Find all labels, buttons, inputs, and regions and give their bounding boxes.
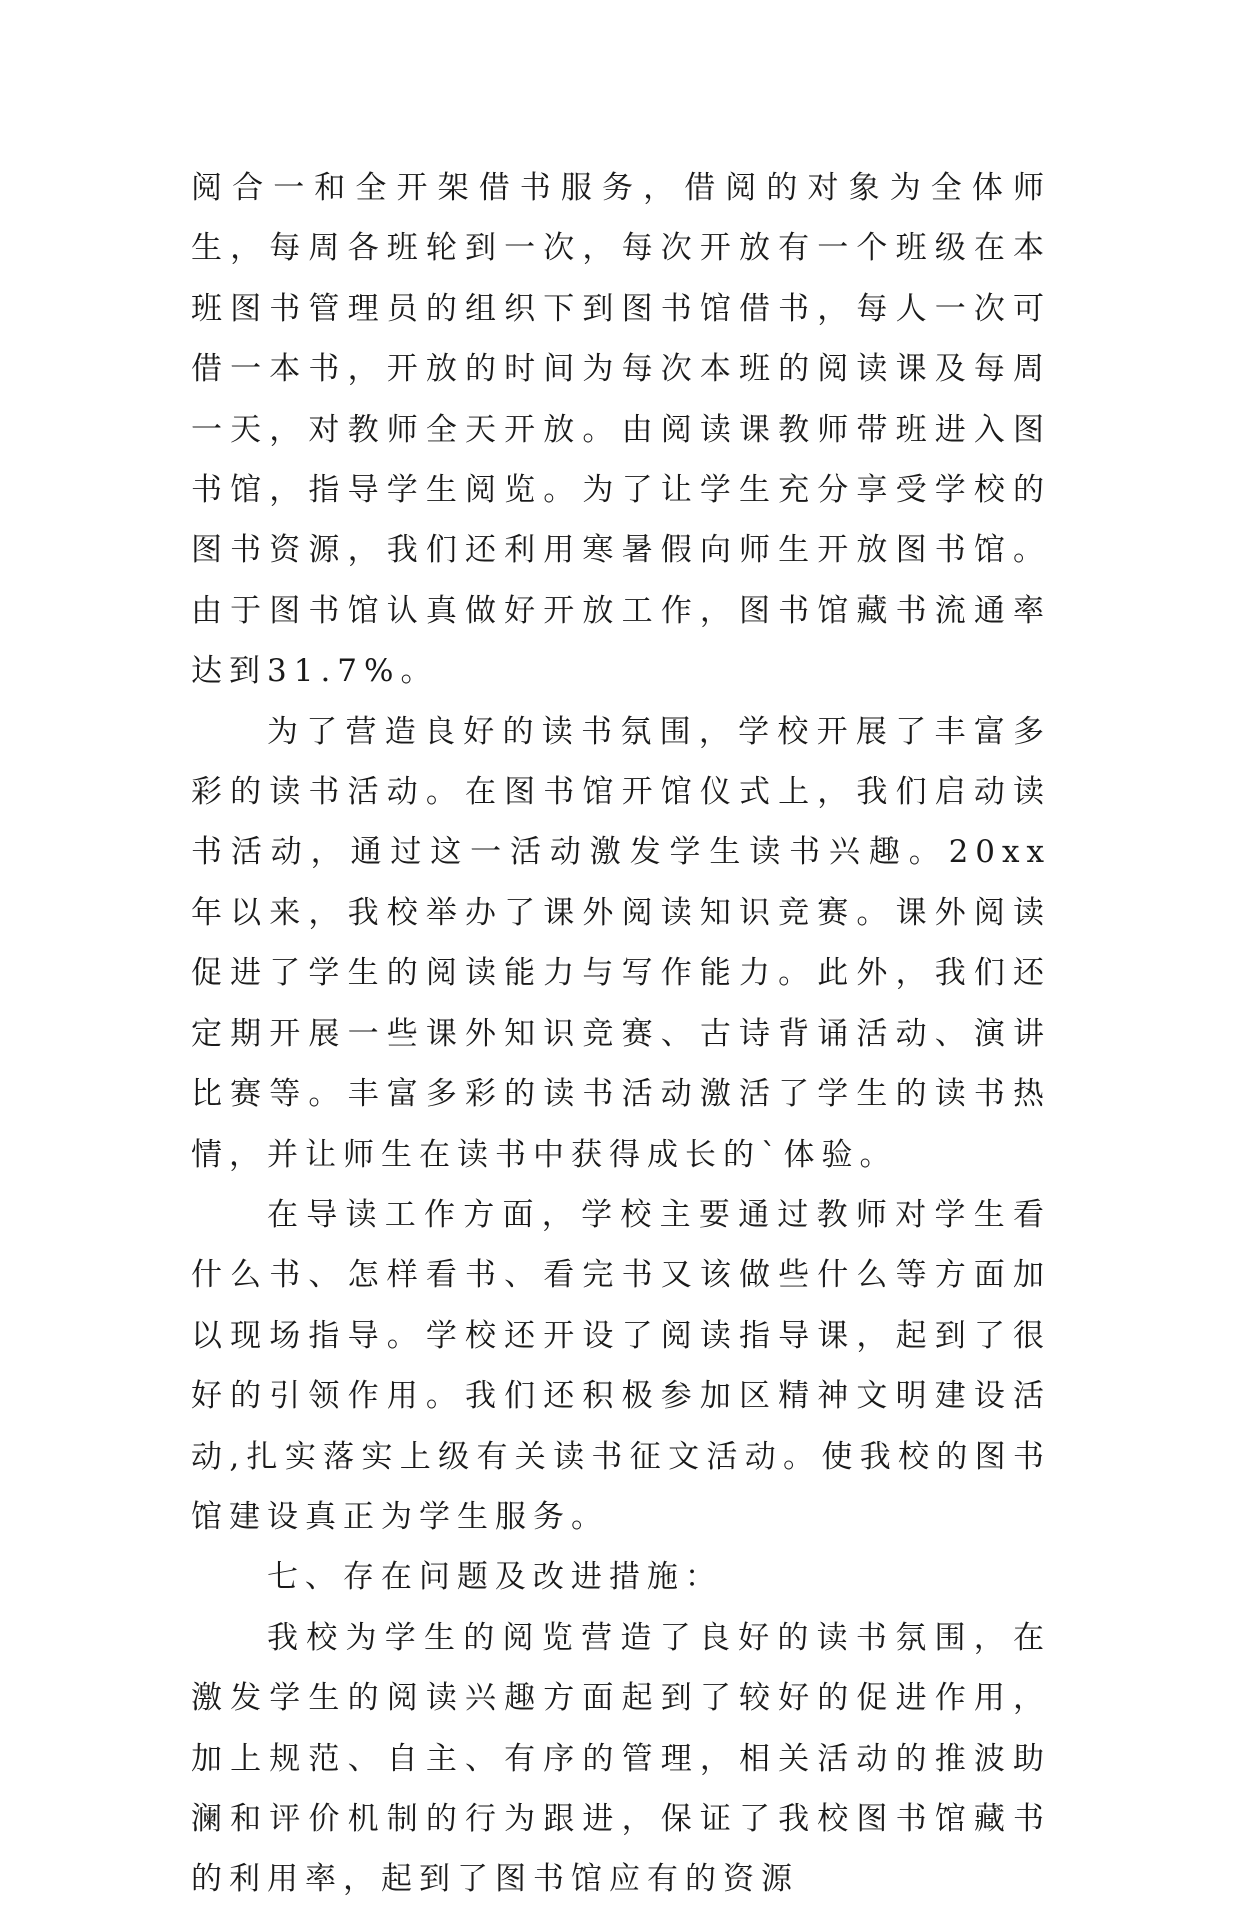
paragraph-problems-measures: 我校为学生的阅览营造了良好的读书氛围，在激发学生的阅读兴趣方面起到了较好的促进作用，加上规范、自主、有序的管理，相关活动的推波助澜和评价机制的行为跟进，保证了我校图书馆藏书的利用率，起到了图书馆应有的资源 [191, 1619, 1051, 1898]
section-heading-problems: 七、存在问题及改进措施： [266, 1559, 723, 1596]
paragraph-library-open-service: 阅合一和全开架借书服务，借阅的对象为全体师生，每周各班轮到一次，每次开放有一个班级在本班图书管理员的组织下到图书馆借书，每人一次可借一本书，开放的时间为每次本班的阅读课及每周一天，对教师全天开放。由阅读课教师带班进入图书馆，指导学生阅览。为了让学生充分享受学校的图书资源，我们还利用寒暑假向师生开放图书馆。由于图书馆认真做好开放工作，图书馆藏书流通率达到31.7%。 [191, 170, 1051, 690]
document-body [191, 158, 1051, 1910]
paragraph-reading-activities: 为了营造良好的读书氛围，学校开展了丰富多彩的读书活动。在图书馆开馆仪式上，我们启动读书活动，通过这一活动激发学生读书兴趣。20xx年以来，我校举办了课外阅读知识竞赛。课外阅读促进了学生的阅读能力与写作能力。此外，我们还定期开展一些课外知识竞赛、古诗背诵活动、演讲比赛等。丰富多彩的读书活动激活了学生的读书热情，并让师生在读书中获得成长的`体验。 [191, 713, 1051, 1173]
paragraph-reading-guidance: 在导读工作方面，学校主要通过教师对学生看什么书、怎样看书、看完书又该做些什么等方面加以现场指导。学校还开设了阅读指导课，起到了很好的引领作用。我们还积极参加区精神文明建设活动,扎实落实上级有关读书征文活动。使我校的图书馆建设真正为学生服务。 [191, 1196, 1051, 1535]
